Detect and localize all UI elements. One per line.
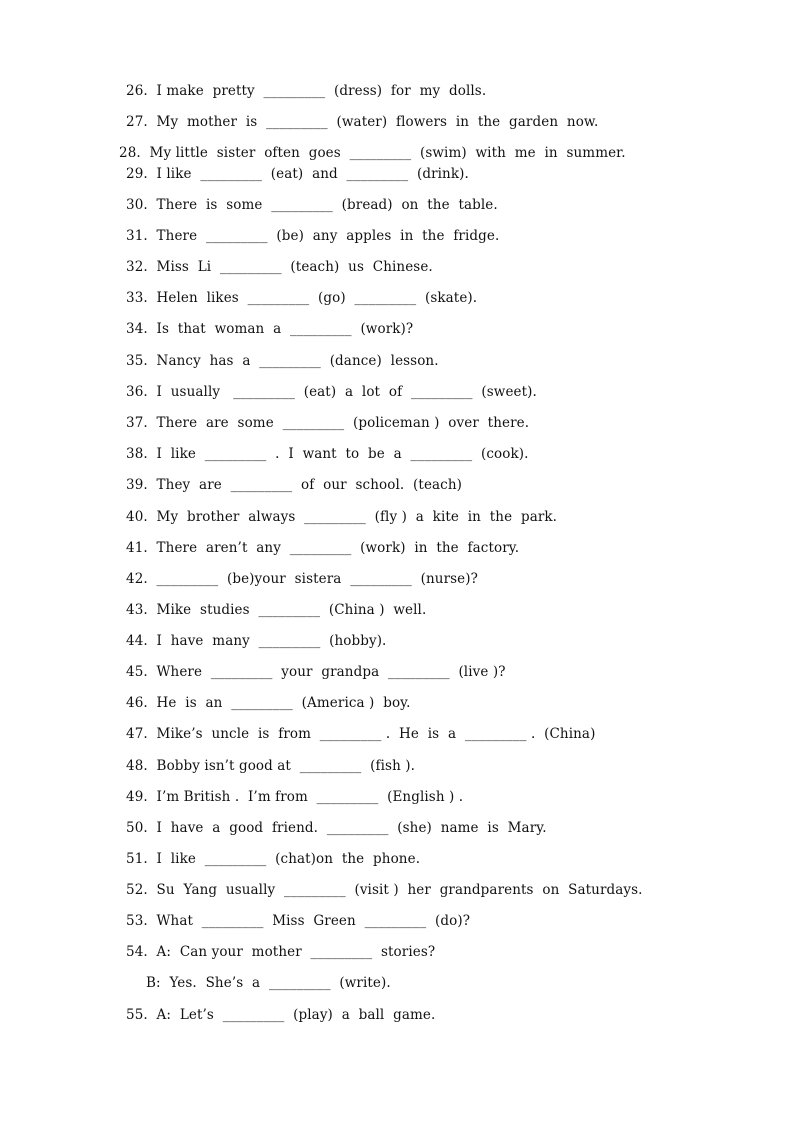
exercise-item-31: 31. There _________ (be) any apples in the fridge. [126, 228, 500, 244]
exercise-item-54-b: B: Yes. She’s a _________ (write). [146, 975, 391, 991]
exercise-item-29: 29. I like _________ (eat) and _________ (drink). [126, 166, 469, 182]
exercise-item-48: 48. Bobby isn’t good at _________ (fish ). [126, 758, 416, 774]
exercise-item-28: 28. My little sister often goes _________ (swim) with me in summer. [119, 145, 626, 161]
exercise-item-42: 42. _________ (be)your sistera _________ (nurse)? [126, 571, 478, 587]
exercise-item-35: 35. Nancy has a _________ (dance) lesson. [126, 353, 439, 369]
exercise-item-46: 46. He is an _________ (America ) boy. [126, 695, 411, 711]
exercise-item-55: 55. A: Let’s _________ (play) a ball game. [126, 1007, 436, 1023]
exercise-item-36: 36. I usually _________ (eat) a lot of _________ (sweet). [126, 384, 537, 400]
exercise-item-43: 43. Mike studies _________ (China ) well. [126, 602, 427, 618]
exercise-item-38: 38. I like _________ . I want to be a _________ (cook). [126, 446, 529, 462]
exercise-item-50: 50. I have a good friend. _________ (she) name is Mary. [126, 820, 547, 836]
exercise-item-54: 54. A: Can your mother _________ stories? [126, 944, 436, 960]
exercise-item-53: 53. What _________ Miss Green _________ (do)? [126, 913, 471, 929]
exercise-item-47: 47. Mike’s uncle is from _________ . He is a _________ . (China) [126, 726, 596, 742]
exercise-item-51: 51. I like _________ (chat)on the phone. [126, 851, 421, 867]
exercise-item-49: 49. I’m British . I’m from _________ (English ) . [126, 789, 464, 805]
exercise-item-32: 32. Miss Li _________ (teach) us Chinese. [126, 259, 433, 275]
exercise-item-27: 27. My mother is _________ (water) flowers in the garden now. [126, 114, 599, 130]
exercise-item-33: 33. Helen likes _________ (go) _________ (skate). [126, 290, 478, 306]
exercise-item-52: 52. Su Yang usually _________ (visit ) her grandparents on Saturdays. [126, 882, 643, 898]
exercise-item-26: 26. I make pretty _________ (dress) for my dolls. [126, 83, 487, 99]
exercise-item-45: 45. Where _________ your grandpa _________ (live )? [126, 664, 506, 680]
exercise-item-39: 39. They are _________ of our school. (teach) [126, 477, 463, 493]
exercise-item-40: 40. My brother always _________ (fly ) a kite in the park. [126, 509, 558, 525]
exercise-item-37: 37. There are some _________ (policeman ) over there. [126, 415, 530, 431]
exercise-item-41: 41. There aren’t any _________ (work) in the factory. [126, 540, 520, 556]
exercise-item-30: 30. There is some _________ (bread) on the table. [126, 197, 498, 213]
exercise-item-44: 44. I have many _________ (hobby). [126, 633, 387, 649]
exercise-item-34: 34. Is that woman a _________ (work)? [126, 321, 414, 337]
